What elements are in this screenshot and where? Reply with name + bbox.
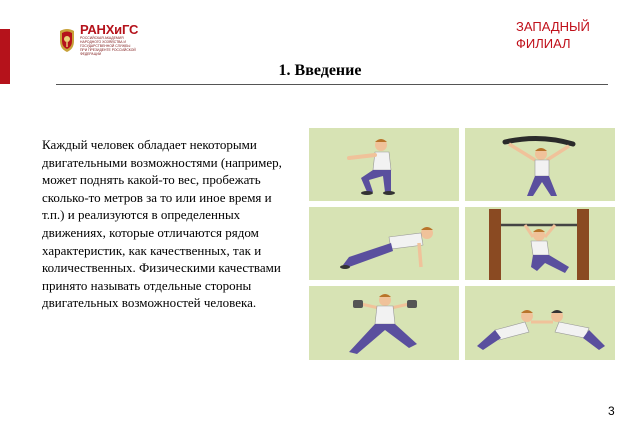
squat-exercise-panel xyxy=(309,128,459,201)
branch-label xyxy=(516,18,626,52)
slide-title: 1. Введение xyxy=(278,62,362,79)
branch-label-line2: ФИЛИАЛ xyxy=(516,36,571,51)
emblem-icon xyxy=(58,27,76,53)
dumbbell-lunge-panel xyxy=(309,286,459,360)
logo-subtitle: РОССИЙСКАЯ АКАДЕМИЯ НАРОДНОГО ХОЗЯЙСТВА И ГОСУДАРСТВЕННОЙ СЛУЖБЫ ПРИ ПРЕЗИДЕНТЕ РОССИЙСКОЙ ФЕДЕРАЦИИ xyxy=(80,36,136,56)
pushup-exercise-panel xyxy=(309,207,459,280)
stretch-with-band-panel xyxy=(465,128,615,201)
branch-label-line1: ЗАПАДНЫЙ xyxy=(516,19,590,34)
ranepa-logo xyxy=(58,22,148,56)
pullup-bar-panel xyxy=(465,207,615,280)
logo-wordmark: РАНХиГС xyxy=(80,22,139,38)
exercise-illustration xyxy=(309,128,615,360)
partner-exercise-panel xyxy=(465,286,615,360)
page-number: 3 xyxy=(608,404,615,418)
slide-body-text: Каждый человек обладает некоторыми двигательными возможностями (например, может поднять какой-то вес, пробежать сколько-то метров за то или иное время и т.п.) и реализуются в определенных движениях, которые отличаются рядом характеристик, как качественных, так и количественных. Физическими качествами принято называть отдельные стороны двигательных возможностей человека. xyxy=(42,137,282,311)
title-divider xyxy=(56,84,608,85)
